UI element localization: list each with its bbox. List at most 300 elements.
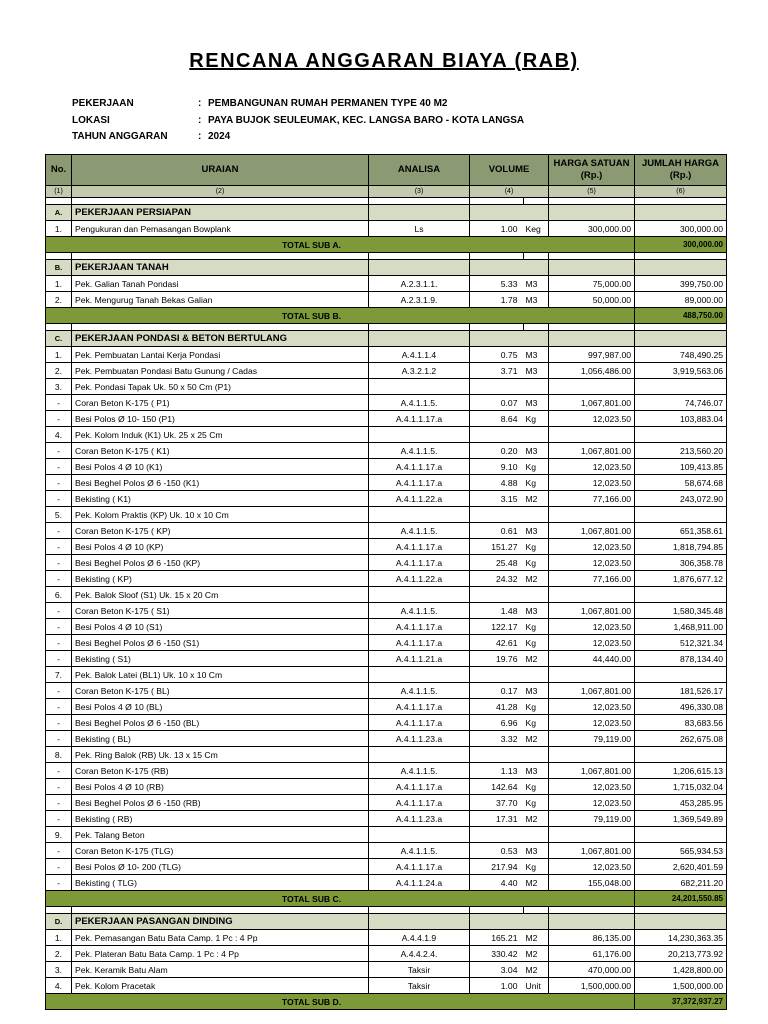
table-row <box>46 619 727 635</box>
item-unit: M2 <box>524 491 549 507</box>
item-no: - <box>46 475 72 491</box>
table-row <box>46 827 727 843</box>
item-unit: M3 <box>524 395 549 411</box>
item-no: - <box>46 603 72 619</box>
item-volume: 8.64 <box>470 411 524 427</box>
item-no: 2. <box>46 946 72 962</box>
item-jumlah-harga <box>635 827 727 843</box>
item-volume: 142.64 <box>470 779 524 795</box>
col-number: (6) <box>635 186 727 198</box>
item-unit: Kg <box>524 619 549 635</box>
item-unit: M2 <box>524 651 549 667</box>
col-header-no: No. <box>46 155 72 186</box>
item-harga-satuan: 12,023.50 <box>549 411 635 427</box>
item-no: - <box>46 731 72 747</box>
item-description: Bekisting ( BL) <box>72 731 369 747</box>
item-no: - <box>46 795 72 811</box>
item-description: Pek. Pembuatan Lantai Kerja Pondasi <box>72 347 369 363</box>
item-jumlah-harga: 1,500,000.00 <box>635 978 727 994</box>
item-volume: 24.32 <box>470 571 524 587</box>
table-row <box>46 859 727 875</box>
item-harga-satuan: 75,000.00 <box>549 276 635 292</box>
item-description: Coran Beton K-175 (TLG) <box>72 843 369 859</box>
item-no: - <box>46 763 72 779</box>
item-description: Besi Polos 4 Ø 10 (BL) <box>72 699 369 715</box>
item-description: Besi Polos 4 Ø 10 (S1) <box>72 619 369 635</box>
item-analisa: A.4.1.1.17.a <box>369 859 470 875</box>
table-row <box>46 843 727 859</box>
item-jumlah-harga: 20,213,773.92 <box>635 946 727 962</box>
item-harga-satuan: 12,023.50 <box>549 859 635 875</box>
item-harga-satuan: 1,500,000.00 <box>549 978 635 994</box>
item-unit <box>524 427 549 443</box>
item-no: - <box>46 651 72 667</box>
item-jumlah-harga: 1,876,677.12 <box>635 571 727 587</box>
item-volume: 330.42 <box>470 946 524 962</box>
item-jumlah-harga <box>635 587 727 603</box>
item-volume: 42.61 <box>470 635 524 651</box>
item-no: 7. <box>46 667 72 683</box>
item-analisa <box>369 587 470 603</box>
item-volume: 122.17 <box>470 619 524 635</box>
item-jumlah-harga: 14,230,363.35 <box>635 930 727 946</box>
section-letter: B. <box>46 260 72 276</box>
item-jumlah-harga: 1,580,345.48 <box>635 603 727 619</box>
column-number-row <box>46 186 727 198</box>
item-no: 4. <box>46 978 72 994</box>
item-description: Pek. Plateran Batu Bata Camp. 1 Pc : 4 Pp <box>72 946 369 962</box>
item-unit: M3 <box>524 347 549 363</box>
table-row <box>46 811 727 827</box>
item-volume: 41.28 <box>470 699 524 715</box>
item-volume <box>470 747 524 763</box>
item-description: Coran Beton K-175 ( K1) <box>72 443 369 459</box>
item-jumlah-harga: 399,750.00 <box>635 276 727 292</box>
item-volume: 0.75 <box>470 347 524 363</box>
item-description: Besi Beghel Polos Ø 6 -150 (KP) <box>72 555 369 571</box>
item-harga-satuan: 300,000.00 <box>549 221 635 237</box>
item-analisa: A.4.1.1.23.a <box>369 731 470 747</box>
item-description: Besi Polos 4 Ø 10 (KP) <box>72 539 369 555</box>
item-harga-satuan: 77,166.00 <box>549 491 635 507</box>
item-jumlah-harga: 496,330.08 <box>635 699 727 715</box>
item-description: Bekisting ( KP) <box>72 571 369 587</box>
item-volume: 3.04 <box>470 962 524 978</box>
table-row <box>46 539 727 555</box>
item-description: Pek. Keramik Batu Alam <box>72 962 369 978</box>
item-volume <box>470 827 524 843</box>
subtotal-value: 24,201,550.85 <box>635 891 727 907</box>
item-volume <box>470 427 524 443</box>
item-description: Pek. Pemasangan Batu Bata Camp. 1 Pc : 4 Pp <box>72 930 369 946</box>
item-analisa: A.4.1.1.5. <box>369 683 470 699</box>
item-analisa: A.4.1.1.17.a <box>369 779 470 795</box>
item-analisa <box>369 427 470 443</box>
item-harga-satuan: 61,176.00 <box>549 946 635 962</box>
item-jumlah-harga: 1,818,794.85 <box>635 539 727 555</box>
item-unit: M3 <box>524 683 549 699</box>
item-volume: 1.00 <box>470 978 524 994</box>
item-unit: Kg <box>524 411 549 427</box>
item-analisa: A.4.1.1.23.a <box>369 811 470 827</box>
item-no: - <box>46 395 72 411</box>
table-row <box>46 587 727 603</box>
item-no: - <box>46 779 72 795</box>
item-no: - <box>46 683 72 699</box>
item-unit: Unit <box>524 978 549 994</box>
table-row <box>46 427 727 443</box>
item-no: - <box>46 619 72 635</box>
item-analisa: A.4.1.1.17.a <box>369 475 470 491</box>
item-volume: 3.15 <box>470 491 524 507</box>
item-description: Coran Beton K-175 (RB) <box>72 763 369 779</box>
section-title: PEKERJAAN PERSIAPAN <box>72 205 369 221</box>
item-harga-satuan: 1,067,801.00 <box>549 843 635 859</box>
item-analisa: A.4.1.1.5. <box>369 443 470 459</box>
item-unit: Kg <box>524 555 549 571</box>
item-analisa: A.4.1.1.17.a <box>369 635 470 651</box>
item-analisa: A.4.1.1.22.a <box>369 571 470 587</box>
item-description: Bekisting ( TLG) <box>72 875 369 891</box>
item-harga-satuan: 79,119.00 <box>549 731 635 747</box>
item-unit: Kg <box>524 715 549 731</box>
item-jumlah-harga: 1,715,032.04 <box>635 779 727 795</box>
table-row <box>46 459 727 475</box>
table-row <box>46 978 727 994</box>
item-unit <box>524 667 549 683</box>
item-volume: 0.20 <box>470 443 524 459</box>
item-unit: M2 <box>524 930 549 946</box>
table-row <box>46 651 727 667</box>
item-description: Pek. Pembuatan Pondasi Batu Gunung / Cadas <box>72 363 369 379</box>
item-volume: 0.61 <box>470 523 524 539</box>
item-unit: Kg <box>524 475 549 491</box>
item-no: 8. <box>46 747 72 763</box>
item-unit: M3 <box>524 523 549 539</box>
item-analisa <box>369 379 470 395</box>
section-letter: C. <box>46 331 72 347</box>
item-no: 3. <box>46 962 72 978</box>
item-description: Coran Beton K-175 ( S1) <box>72 603 369 619</box>
item-jumlah-harga: 300,000.00 <box>635 221 727 237</box>
table-row <box>46 276 727 292</box>
item-volume: 1.78 <box>470 292 524 308</box>
item-jumlah-harga: 565,934.53 <box>635 843 727 859</box>
section-letter: A. <box>46 205 72 221</box>
subtotal-row <box>46 308 727 324</box>
item-no: - <box>46 491 72 507</box>
item-analisa: A.4.1.1.17.a <box>369 411 470 427</box>
item-description: Besi Polos Ø 10- 150 (P1) <box>72 411 369 427</box>
item-analisa: A.4.1.1.5. <box>369 603 470 619</box>
item-description: Besi Beghel Polos Ø 6 -150 (BL) <box>72 715 369 731</box>
item-analisa: Ls <box>369 221 470 237</box>
item-harga-satuan: 1,067,801.00 <box>549 683 635 699</box>
table-row <box>46 747 727 763</box>
info-colon: : <box>198 131 202 142</box>
section-header-row <box>46 260 727 276</box>
info-label: LOKASI <box>72 115 110 126</box>
item-jumlah-harga <box>635 507 727 523</box>
section-title: PEKERJAAN TANAH <box>72 260 369 276</box>
item-volume: 25.48 <box>470 555 524 571</box>
item-unit: M2 <box>524 811 549 827</box>
item-description: Pek. Kolom Pracetak <box>72 978 369 994</box>
item-harga-satuan: 1,067,801.00 <box>549 523 635 539</box>
item-volume: 1.00 <box>470 221 524 237</box>
item-jumlah-harga: 181,526.17 <box>635 683 727 699</box>
header-row <box>46 155 727 186</box>
item-analisa: A.4.1.1.5. <box>369 843 470 859</box>
subtotal-row <box>46 237 727 253</box>
item-jumlah-harga: 1,369,549.89 <box>635 811 727 827</box>
item-description: Besi Beghel Polos Ø 6 -150 (K1) <box>72 475 369 491</box>
item-description: Coran Beton K-175 ( KP) <box>72 523 369 539</box>
table-row <box>46 221 727 237</box>
item-volume <box>470 587 524 603</box>
item-analisa: A.4.1.1.17.a <box>369 619 470 635</box>
item-no: - <box>46 875 72 891</box>
spacer-row <box>46 253 727 260</box>
item-jumlah-harga <box>635 427 727 443</box>
item-volume <box>470 379 524 395</box>
item-jumlah-harga: 1,468,911.00 <box>635 619 727 635</box>
item-unit: M3 <box>524 843 549 859</box>
item-no: 1. <box>46 276 72 292</box>
subtotal-label: TOTAL SUB A. <box>46 237 635 253</box>
table-row <box>46 603 727 619</box>
item-volume: 3.32 <box>470 731 524 747</box>
item-analisa: Taksir <box>369 962 470 978</box>
item-unit <box>524 379 549 395</box>
item-harga-satuan: 1,067,801.00 <box>549 603 635 619</box>
spacer-row <box>46 907 727 914</box>
table-row <box>46 667 727 683</box>
item-description: Bekisting ( RB) <box>72 811 369 827</box>
item-jumlah-harga: 83,683.56 <box>635 715 727 731</box>
item-analisa <box>369 827 470 843</box>
col-header-analisa: ANALISA <box>369 155 470 186</box>
item-description: Besi Beghel Polos Ø 6 -150 (RB) <box>72 795 369 811</box>
item-description: Pengukuran dan Pemasangan Bowplank <box>72 221 369 237</box>
item-jumlah-harga: 58,674.68 <box>635 475 727 491</box>
item-no: 9. <box>46 827 72 843</box>
item-description: Pek. Kolom Induk (K1) Uk. 25 x 25 Cm <box>72 427 369 443</box>
table-row <box>46 475 727 491</box>
item-harga-satuan <box>549 587 635 603</box>
table-row <box>46 930 727 946</box>
item-unit <box>524 507 549 523</box>
item-harga-satuan: 12,023.50 <box>549 619 635 635</box>
subtotal-value: 488,750.00 <box>635 308 727 324</box>
item-no: - <box>46 523 72 539</box>
table-row <box>46 763 727 779</box>
item-jumlah-harga: 2,620,401.59 <box>635 859 727 875</box>
item-unit <box>524 747 549 763</box>
item-unit: M2 <box>524 946 549 962</box>
item-harga-satuan <box>549 827 635 843</box>
table-row <box>46 715 727 731</box>
item-harga-satuan <box>549 667 635 683</box>
item-analisa <box>369 747 470 763</box>
item-no: - <box>46 555 72 571</box>
item-analisa: A.3.2.1.2 <box>369 363 470 379</box>
item-volume: 4.40 <box>470 875 524 891</box>
item-harga-satuan: 12,023.50 <box>549 779 635 795</box>
item-harga-satuan: 1,056,486.00 <box>549 363 635 379</box>
item-volume: 1.13 <box>470 763 524 779</box>
item-jumlah-harga: 306,358.78 <box>635 555 727 571</box>
item-unit <box>524 827 549 843</box>
item-no: 6. <box>46 587 72 603</box>
table-row <box>46 443 727 459</box>
col-header-jumlah-harga: JUMLAH HARGA (Rp.) <box>635 155 727 186</box>
item-volume <box>470 667 524 683</box>
item-description: Bekisting ( S1) <box>72 651 369 667</box>
item-analisa: A.2.3.1.9. <box>369 292 470 308</box>
col-number: (1) <box>46 186 72 198</box>
item-no: - <box>46 443 72 459</box>
item-analisa: A.4.1.1.17.a <box>369 795 470 811</box>
item-jumlah-harga: 262,675.08 <box>635 731 727 747</box>
item-jumlah-harga <box>635 747 727 763</box>
table-row <box>46 795 727 811</box>
item-jumlah-harga: 3,919,563.06 <box>635 363 727 379</box>
table-row <box>46 946 727 962</box>
table-row <box>46 395 727 411</box>
item-volume: 151.27 <box>470 539 524 555</box>
item-analisa: Taksir <box>369 978 470 994</box>
rab-table <box>45 154 727 1010</box>
item-description: Besi Polos Ø 10- 200 (TLG) <box>72 859 369 875</box>
item-no: 2. <box>46 292 72 308</box>
item-harga-satuan: 12,023.50 <box>549 715 635 731</box>
info-colon: : <box>198 98 202 109</box>
item-unit: M3 <box>524 443 549 459</box>
item-analisa: A.4.1.1.17.a <box>369 715 470 731</box>
item-harga-satuan: 86,135.00 <box>549 930 635 946</box>
item-volume: 0.17 <box>470 683 524 699</box>
item-volume: 4.88 <box>470 475 524 491</box>
item-analisa: A.4.1.1.21.a <box>369 651 470 667</box>
item-no: - <box>46 859 72 875</box>
item-no: 2. <box>46 363 72 379</box>
subtotal-label: TOTAL SUB B. <box>46 308 635 324</box>
item-description: Coran Beton K-175 ( P1) <box>72 395 369 411</box>
item-unit: Keg <box>524 221 549 237</box>
item-unit: M3 <box>524 276 549 292</box>
item-analisa: A.2.3.1.1. <box>369 276 470 292</box>
info-value: 2024 <box>208 131 231 142</box>
table-row <box>46 779 727 795</box>
table-row <box>46 292 727 308</box>
item-no: 1. <box>46 930 72 946</box>
item-description: Besi Polos 4 Ø 10 (K1) <box>72 459 369 475</box>
item-volume: 165.21 <box>470 930 524 946</box>
item-harga-satuan: 44,440.00 <box>549 651 635 667</box>
subtotal-value: 37,372,937.27 <box>635 994 727 1010</box>
table-row <box>46 875 727 891</box>
item-volume <box>470 507 524 523</box>
item-unit: M3 <box>524 603 549 619</box>
spacer-row <box>46 324 727 331</box>
item-no: 5. <box>46 507 72 523</box>
item-description: Pek. Talang Beton <box>72 827 369 843</box>
item-description: Pek. Pondasi Tapak Uk. 50 x 50 Cm (P1) <box>72 379 369 395</box>
item-jumlah-harga: 651,358.61 <box>635 523 727 539</box>
item-description: Besi Polos 4 Ø 10 (RB) <box>72 779 369 795</box>
item-description: Besi Beghel Polos Ø 6 -150 (S1) <box>72 635 369 651</box>
item-volume: 6.96 <box>470 715 524 731</box>
item-harga-satuan <box>549 747 635 763</box>
item-harga-satuan: 12,023.50 <box>549 635 635 651</box>
item-unit: Kg <box>524 459 549 475</box>
table-row <box>46 731 727 747</box>
subtotal-row <box>46 891 727 907</box>
table-row <box>46 363 727 379</box>
item-harga-satuan: 1,067,801.00 <box>549 443 635 459</box>
info-label: PEKERJAAN <box>72 98 134 109</box>
item-jumlah-harga <box>635 379 727 395</box>
item-analisa <box>369 507 470 523</box>
item-jumlah-harga: 89,000.00 <box>635 292 727 308</box>
item-no: - <box>46 459 72 475</box>
item-jumlah-harga: 1,206,615.13 <box>635 763 727 779</box>
item-unit: M3 <box>524 363 549 379</box>
item-jumlah-harga: 74,746.07 <box>635 395 727 411</box>
item-description: Pek. Balok Sloof (S1) Uk. 15 x 20 Cm <box>72 587 369 603</box>
item-volume: 0.53 <box>470 843 524 859</box>
col-header-volume: VOLUME <box>470 155 549 186</box>
section-letter: D. <box>46 914 72 930</box>
item-no: - <box>46 843 72 859</box>
item-unit: Kg <box>524 859 549 875</box>
item-harga-satuan: 12,023.50 <box>549 475 635 491</box>
item-analisa: A.4.1.1.5. <box>369 395 470 411</box>
table-row <box>46 571 727 587</box>
item-jumlah-harga: 109,413.85 <box>635 459 727 475</box>
item-volume: 17.31 <box>470 811 524 827</box>
item-analisa <box>369 667 470 683</box>
item-description: Pek. Galian Tanah Pondasi <box>72 276 369 292</box>
item-description: Coran Beton K-175 ( BL) <box>72 683 369 699</box>
item-volume: 9.10 <box>470 459 524 475</box>
item-jumlah-harga <box>635 667 727 683</box>
item-no: - <box>46 635 72 651</box>
item-analisa: A.4.1.1.22.a <box>369 491 470 507</box>
item-unit: Kg <box>524 635 549 651</box>
item-harga-satuan: 12,023.50 <box>549 555 635 571</box>
item-jumlah-harga: 453,285.95 <box>635 795 727 811</box>
item-unit: M3 <box>524 763 549 779</box>
item-harga-satuan: 79,119.00 <box>549 811 635 827</box>
table-row <box>46 411 727 427</box>
col-header-harga-satuan: HARGA SATUAN (Rp.) <box>549 155 635 186</box>
section-title: PEKERJAAN PASANGAN DINDING <box>72 914 369 930</box>
item-analisa: A.4.1.1.17.a <box>369 699 470 715</box>
item-no: 4. <box>46 427 72 443</box>
table-row <box>46 379 727 395</box>
item-jumlah-harga: 243,072.90 <box>635 491 727 507</box>
item-unit: M2 <box>524 731 549 747</box>
item-analisa: A.4.1.1.5. <box>369 523 470 539</box>
item-volume: 19.76 <box>470 651 524 667</box>
item-harga-satuan: 1,067,801.00 <box>549 395 635 411</box>
item-jumlah-harga: 512,321.34 <box>635 635 727 651</box>
item-analisa: A.4.4.1.9 <box>369 930 470 946</box>
item-unit <box>524 587 549 603</box>
item-unit: Kg <box>524 699 549 715</box>
